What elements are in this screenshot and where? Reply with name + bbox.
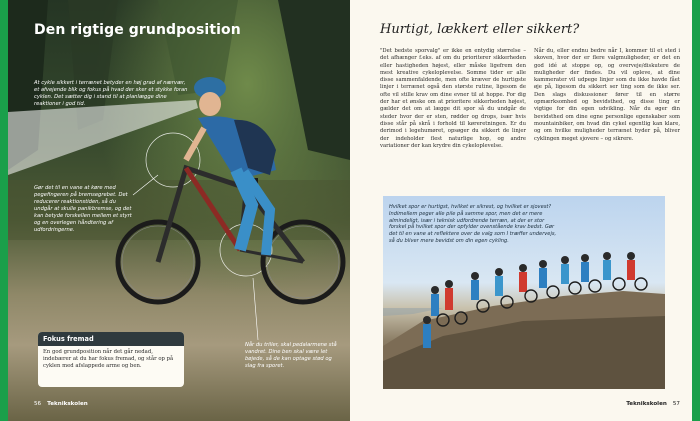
right-edge-stripe (692, 0, 700, 421)
caption-middle: Gør det til en vane at køre med pegefingeren på bremsegrebet. Det reducerer reaktionstiden, så du undgår at skulle panikbremse, og det kan betyde forskellen mellem et styrt og en overlegen håndtering af udfordringerne. (34, 185, 132, 233)
text-column-2: Når du, eller endnu bedre når I, kommer til et sted i skoven, hvor der er flere valgmuligheder, er det en god idé at stoppe op, og overveje/diskutere de muligheder der findes. Du vil opleve, at dine kammerater vil udpege linjer som du ikke havde fået øje på, ligesom du sikkert ser ting som de ikke ser. Den slags diskussioner fører til en større opmærksomhed og bevidsthed, og disse ting er vigtige for din egen udvikling. Når du øger din bevidsthed om dine egne personlige egenskaber som mountainbiker, om hvad din cykel egentlig kan klare, og om hvilke muligheder terrænet byder på, bliver cyklingen meget sjovere – og sikrere. (534, 48, 680, 142)
left-page-title: Den rigtige grundposition (34, 22, 241, 38)
left-page (8, 0, 350, 421)
mountain-bike-graphic (118, 168, 343, 302)
left-section-name: Teknikskolen (47, 401, 88, 407)
caption-top: At cykle sikkert i terrænet betyder en høj grad af nærvær, et afvejende blik og fokus på hvad der sker et stykke foran cyklen. Det sætter dig i stand til at planlægge dine reaktioner i god tid. (34, 80, 188, 107)
left-page-number: 56 (34, 401, 42, 407)
info-box-heading: Fokus fremad (38, 332, 184, 346)
right-section-name: Teknikskolen (626, 401, 667, 407)
group-photo (383, 196, 665, 389)
left-edge-stripe (0, 0, 8, 421)
text-column-1: "Det bedste sporvalg" er ikke en entydig størrelse – det afhænger f.eks. af om du prioriterer sikkerheden eller hastigheden højest, eller måske ligefrem den mest kreative cykeloplevelse. Somme tider er alle disse sammenfaldende, men ofte kræver de hurtigste linjer i terrænet også den største rutine, ligesom de ofte vil stille krav om dine evner til at hoppe. For dig der har et ønske om at prioritere sikkerheden højest, gælder det om at lægge dit spor så du undgår de steder hvor der er sten, rødder og drops, især hvis disse står på skrå i forhold til køreretningen. Er du derimod i legehumøret, opsøger du sikkert de linjer der indeholder flest naturlige hop, og andre variationer der kan krydre din cykeloplevelse. (380, 48, 526, 149)
right-page-number: 57 (672, 401, 680, 407)
caption-bottom: Når du triller, skal pedalarmene stå vandret. Dine ben skal være let bøjede, så de kan optage stød og slag fra sporet. (245, 342, 337, 369)
info-box-text: En god grundposition når det går nedad, indebærer at du har fokus fremad, og står op på cyklen med afslappede arme og ben. (43, 349, 174, 370)
right-page-title: Hurtigt, lækkert eller sikkert? (380, 22, 580, 37)
photo-caption: Hvilket spor er hurtigst, hvilket er sikrest, og hvilket er sjovest? Indimellem peger alle pile på samme spor, men det er mere almindeligt, især i teknisk udfordrende terræn, at der er stor forskel på hvilket spor der opfylder ovenstående krav bedst. Gør det til en vane at reflektere over de valg som I træffer undervejs, så du bliver mere bevidst om din egen cykling. (389, 204, 557, 244)
right-page-footer (626, 401, 680, 407)
left-page-footer (34, 401, 88, 407)
info-box (38, 332, 184, 387)
